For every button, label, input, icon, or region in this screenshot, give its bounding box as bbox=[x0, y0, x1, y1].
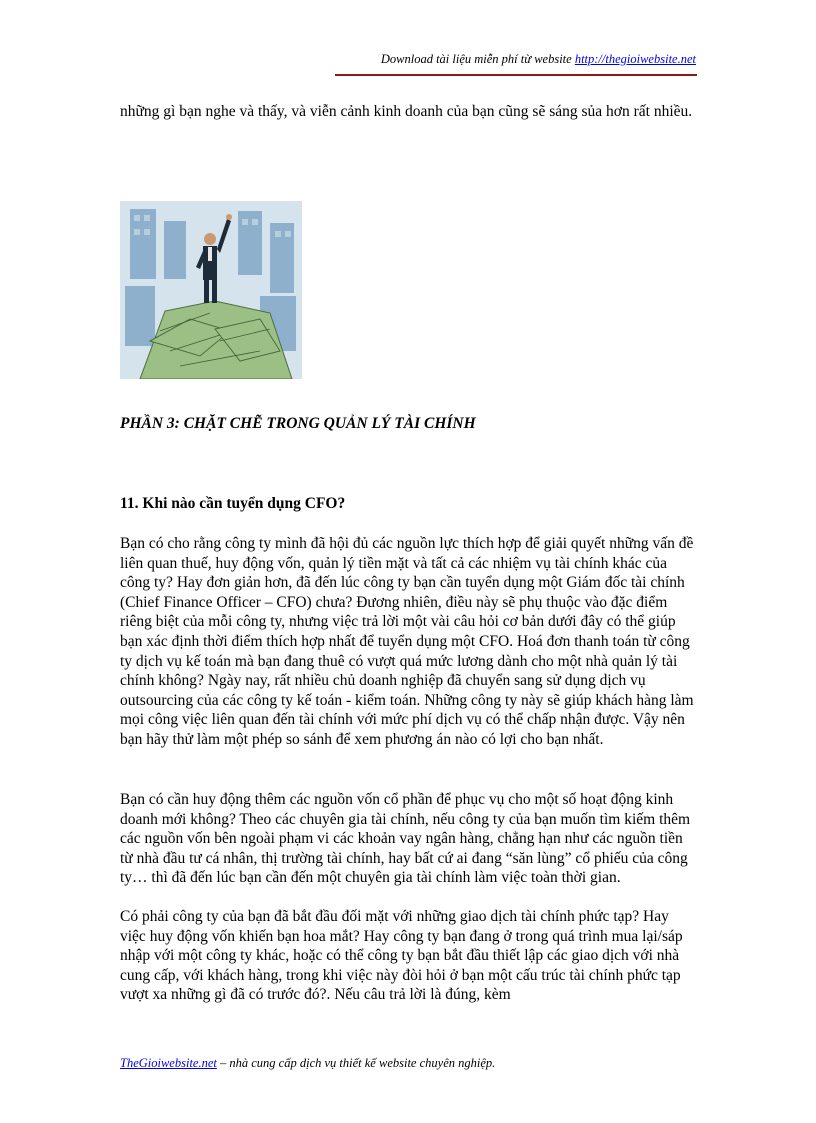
footer-link[interactable]: TheGioiwebsite.net bbox=[120, 1056, 217, 1070]
page-header bbox=[340, 52, 696, 67]
intro-paragraph: những gì bạn nghe và thấy, và viễn cảnh kinh doanh của bạn cũng sẽ sáng sủa hơn rất nhiều. bbox=[120, 103, 693, 120]
paragraph-2: Bạn có cần huy động thêm các nguồn vốn cổ phần để phục vụ cho một số hoạt động kinh doanh mới không? Theo các chuyên gia tài chính, nếu công ty của bạn muốn tìm kiếm thêm các nguồn vốn bên ngoài phạm vi các khoản vay ngân hàng, chẳng hạn như các nguồn tiền từ nhà đầu tư cá nhân, thị trường tài chính, hay bất cứ ai đang “săn lùng” cổ phiếu của công ty… thì đã đến lúc bạn cần đến một chuyên gia tài chính làm việc toàn thời gian. bbox=[120, 791, 691, 887]
page-footer bbox=[120, 1056, 495, 1071]
question-heading: 11. Khi nào cần tuyển dụng CFO? bbox=[120, 495, 346, 512]
header-link[interactable]: http://thegioiwebsite.net bbox=[574, 52, 696, 66]
paragraph-1: Bạn có cho rằng công ty mình đã hội đủ các nguồn lực thích hợp để giải quyết những vấn đề liên quan thuế, huy động vốn, quản lý tiền mặt và tất cả các nhiệm vụ tài chính khác của công ty? Hay đơn giản hơn, đã đến lúc công ty bạn cần tuyển dụng một Giám đốc tài chính (Chief Finance Officer – CFO) chưa? Đương nhiên, điều này sẽ phụ thuộc vào đặc điểm riêng biệt của mỗi công ty, nhưng việc trả lời một vài câu hỏi cơ bản dưới đây có thể giúp bạn xác định thời điểm thích hợp nhất để tuyển dụng một CFO. Hoá đơn thanh toán từ công ty dịch vụ kế toán mà bạn đang thuê có vượt quá mức lương dành cho một nhà quản lý tài chính không? Ngày nay, rất nhiều chủ doanh nghiệp đã chuyển sang sử dụng dịch vụ outsourcing của các công ty kế toán - kiểm toán. Những công ty này sẽ giúp khách hàng làm mọi công việc liên quan đến tài chính với mức phí dịch vụ có thể chấp nhận được. Vậy nên bạn hãy thử làm một phép so sánh để xem phương án nào có lợi cho bạn nhất. bbox=[120, 535, 694, 748]
header-divider bbox=[335, 74, 697, 76]
header-text: Download tài liệu miễn phí từ website bbox=[380, 52, 575, 66]
paragraph-3: Có phải công ty của bạn đã bắt đầu đối mặt với những giao dịch tài chính phức tạp? Hay việc huy động vốn khiến bạn hoa mắt? Hay công ty bạn đang ở trong quá trình mua lại/sáp nhập với một công ty khác, hoặc có thể công ty bạn bắt đầu thiết lập các giao dịch với nhà cung cấp, với khách hàng, trong khi việc này đòi hỏi ở bạn một cấu trúc tài chính phức tạp vượt xa những gì đã có trước đó?. Nếu câu trả lời là đúng, kèm bbox=[120, 908, 683, 1004]
footer-text: – nhà cung cấp dịch vụ thiết kế website chuyên nghiệp. bbox=[216, 1056, 496, 1070]
section-title: PHẦN 3: CHẶT CHẼ TRONG QUẢN LÝ TÀI CHÍNH bbox=[120, 415, 476, 432]
businessman-on-money-illustration bbox=[120, 201, 302, 379]
